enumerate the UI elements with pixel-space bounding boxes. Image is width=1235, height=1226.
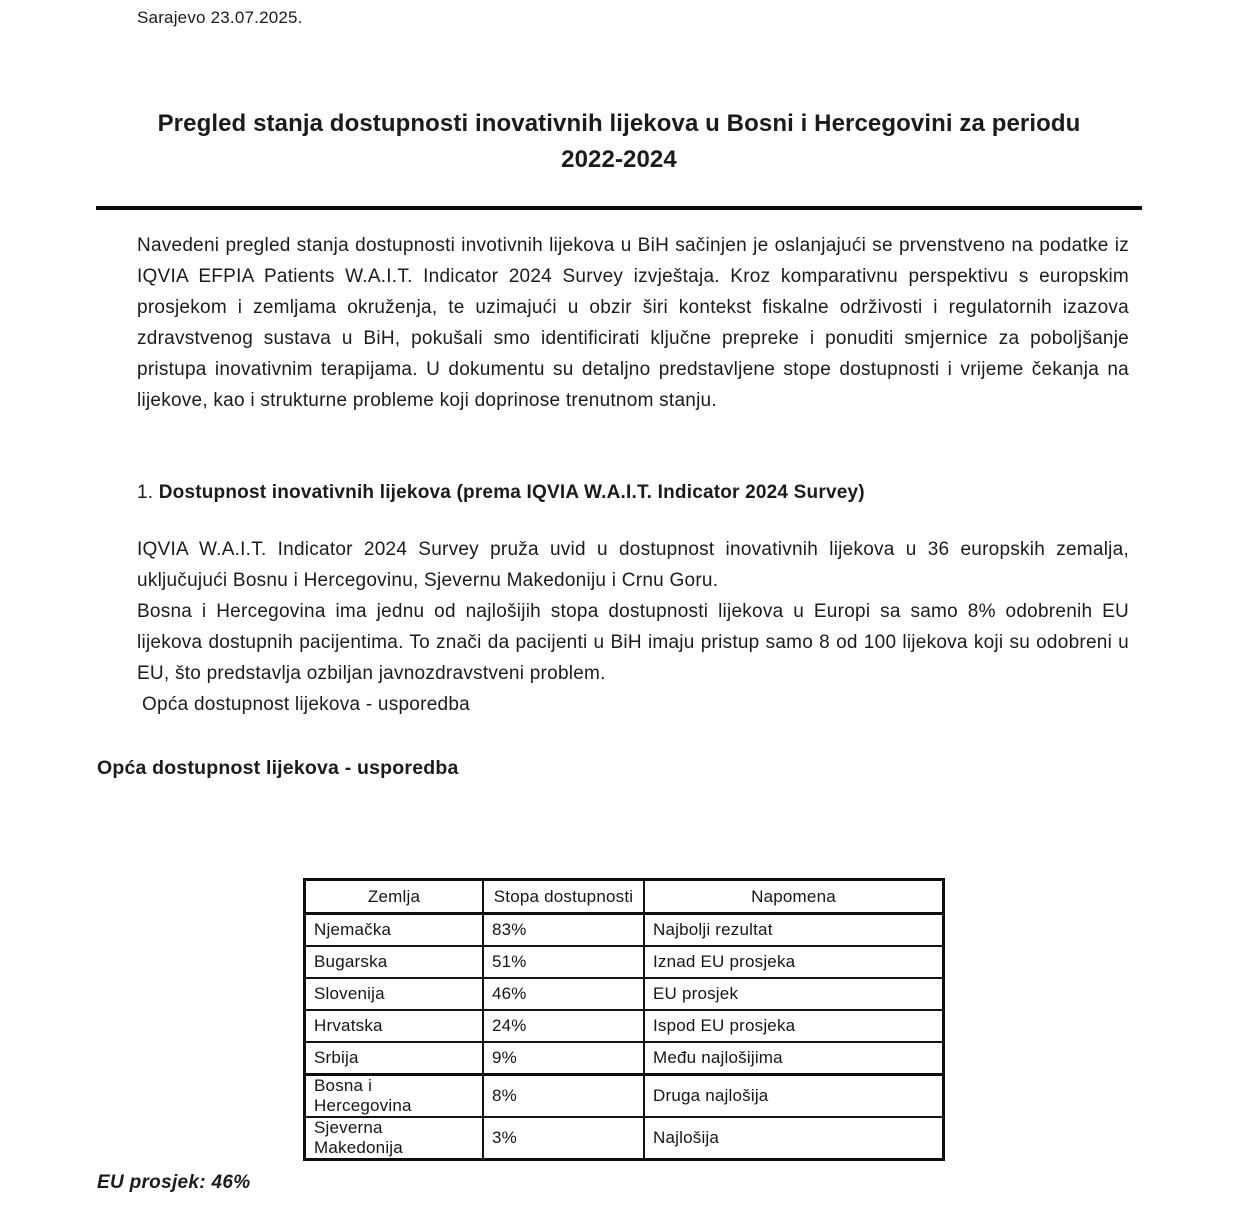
- cell-country: Slovenija: [305, 978, 484, 1010]
- cell-rate: 8%: [483, 1075, 644, 1118]
- document-title: [96, 106, 1142, 178]
- availability-table-header: [305, 880, 944, 914]
- section-1-paragraph-3: Opća dostupnost lijekova - usporedba: [142, 694, 470, 715]
- table-row: [305, 1010, 944, 1042]
- availability-table: [303, 878, 945, 1161]
- cell-note: Iznad EU prosjeka: [644, 946, 944, 978]
- cell-country: Bugarska: [305, 946, 484, 978]
- cell-country: Srbija: [305, 1042, 484, 1075]
- cell-country: Hrvatska: [305, 1010, 484, 1042]
- header-cell-country: Zemlja: [305, 880, 484, 914]
- section-1-body: [137, 534, 1129, 720]
- cell-country: Sjeverna Makedonija: [305, 1117, 484, 1160]
- header-cell-note: Napomena: [644, 880, 944, 914]
- table-row: [305, 914, 944, 947]
- cell-country: Bosna i Hercegovina: [305, 1075, 484, 1118]
- cell-rate: 46%: [483, 978, 644, 1010]
- cell-rate: 9%: [483, 1042, 644, 1075]
- intro-paragraph: Navedeni pregled stanja dostupnosti invotivnih lijekova u BiH sačinjen je oslanjajući se prvenstveno na podatke iz IQVIA EFPIA Patients W.A.I.T. Indicator 2024 Survey izvještaja. Kroz komparativnu perspektivu s europskim prosjekom i zemljama okruženja, te uzimajući u obzir širi kontekst fiskalne održivosti i regulatornih izazova zdravstvenog sustava u BiH, pokušali smo identificirati ključne prepreke i ponuditi smjernice za poboljšanje pristupa inovativnim terapijama. U dokumentu su detaljno predstavljene stope dostupnosti i vrijeme čekanja na lijekove, kao i strukturne probleme koji doprinose trenutnom stanju.: [137, 235, 1129, 411]
- table-row: [305, 978, 944, 1010]
- title-divider-rule: [96, 206, 1142, 210]
- title-line-1: Pregled stanja dostupnosti inovativnih lijekova u Bosni i Hercegovini za periodu: [157, 110, 1081, 137]
- date-line: Sarajevo 23.07.2025.: [137, 8, 303, 27]
- header-cell-rate: Stopa dostupnosti: [483, 880, 644, 914]
- section-1-heading: [137, 478, 865, 508]
- cell-note: Najlošija: [644, 1117, 944, 1160]
- table-row: [305, 1117, 944, 1160]
- section-1-paragraph-1: IQVIA W.A.I.T. Indicator 2024 Survey pruža uvid u dostupnost inovativnih lijekova u 36 europskih zemalja, uključujući Bosnu i Hercegovinu, Sjevernu Makedoniju i Crnu Goru.: [137, 539, 1129, 591]
- cell-note: Druga najlošija: [644, 1075, 944, 1118]
- cell-note: Najbolji rezultat: [644, 914, 944, 947]
- cell-note: Ispod EU prosjeka: [644, 1010, 944, 1042]
- eu-average-note: EU prosjek: 46%: [97, 1172, 251, 1193]
- comparison-heading: Opća dostupnost lijekova - usporedba: [97, 757, 459, 779]
- section-1-number: 1.: [137, 482, 154, 503]
- cell-rate: 24%: [483, 1010, 644, 1042]
- section-1-paragraph-2: Bosna i Hercegovina ima jednu od najlošijih stopa dostupnosti lijekova u Europi sa samo 8% odobrenih EU lijekova dostupnih pacijentima. To znači da pacijenti u BiH imaju pristup samo 8 od 100 lijekova koji su odobreni u EU, što predstavlja ozbiljan javnozdravstveni problem.: [137, 601, 1129, 684]
- availability-table-body: [305, 914, 944, 1160]
- cell-rate: 83%: [483, 914, 644, 947]
- section-1-heading-text: Dostupnost inovativnih lijekova (prema IQVIA W.A.I.T. Indicator 2024 Survey): [158, 482, 865, 503]
- cell-rate: 51%: [483, 946, 644, 978]
- table-row: [305, 946, 944, 978]
- cell-note: Među najlošijima: [644, 1042, 944, 1075]
- table-row-bosnia-highlight: [305, 1075, 944, 1118]
- table-row: [305, 1042, 944, 1075]
- cell-note: EU prosjek: [644, 978, 944, 1010]
- title-line-2: 2022-2024: [561, 146, 677, 173]
- table-header-row: [305, 880, 944, 914]
- cell-rate: 3%: [483, 1117, 644, 1160]
- cell-country: Njemačka: [305, 914, 484, 947]
